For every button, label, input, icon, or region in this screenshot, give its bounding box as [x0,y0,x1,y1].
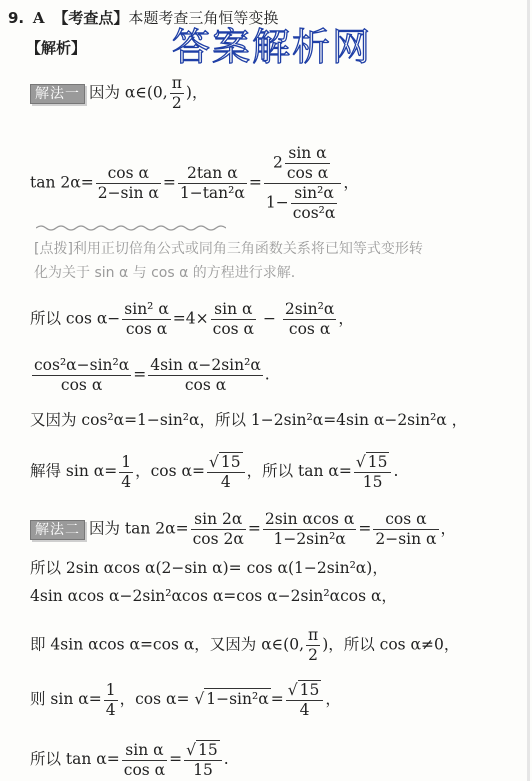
tip-line-2: 化为关于 sin α 与 cos α 的方程进行求解. [34,265,296,281]
fraction: $\frac{\text{cos α}}{\text{2−sin α}}$ [97,164,159,202]
pi-over-2: $\frac{\pi}{2}$ [171,74,182,112]
equation-step-8: 即 4sin αcos α=cos α，又因为 α∈(0, $\frac{\pi}{2}$ )，所以 cos α≠0， [30,626,460,664]
equation-step-6: 所以 2sin αcos α(2−sin α)= cos α(1−2sin²α)， [30,559,388,577]
watermark-logo: 答案解析网 [172,25,373,69]
tip-line-1: [点拨]利用正切倍角公式或同角三角函数关系将已知等式变形转 [34,241,423,257]
kaodian-label: 【考查点】 [53,9,129,27]
equation-step-5: 解得 sin α= $\frac{1}{4}$ ，cos α= $\frac{√ 15}{4}$ ，所以 tan α= $\frac{√ 15}{15}$ . [30,452,399,491]
answer-letter: A [32,9,45,27]
method1-tag: 解法一 [30,84,85,104]
fraction: $\frac{\text{2tan α}}{\text{1−tan²α}}$ [179,164,245,202]
compound-fraction: 2 $\frac{\text{sin α}}{\text{cos α}}$ 1− $\frac{\text{sin²α}}{\text{cos²α}}$ [264,144,342,223]
method1-intro: 解法一 因为 α∈(0, $\frac{\pi}{2}$ )， [30,74,207,113]
equation-step-9: 则 sin α= $\frac{1}{4}$ ，cos α= √ 1−sin²α = $\frac{√ 15}{4}$ ， [30,680,341,719]
method2-intro: 解法二 因为 tan 2α= $\frac{\sin 2\alpha}{\cos 2\alpha}$ = $\frac{\text{2sin αcos α}}{\text{1−2sin²α}}$ = $\frac{\text{cos α}}{\text{2−sin α}}$ ， [30,510,456,549]
equation-step-3: $\frac{\text{cos²α−sin²α}}{\text{cos α}}$ = $\frac{\text{4sin α−2sin²α}}{\text{cos α}}$ . [34,356,270,394]
equation-tan2a: tan 2α= $\frac{\text{cos α}}{\text{2−sin α}}$ = $\frac{\text{2tan α}}{\text{1−tan²α}}$ = 2 $\frac{\text{sin α}}{\text{cos α}}$ 1− $\frac{\text{sin²α}}{\text{cos²α}}$ ， [30,144,359,222]
question-number: 9. [8,9,25,27]
wavy-underline [36,224,226,232]
equation-step-7: 4sin αcos α−2sin²αcos α=cos α−2sin²αcos α， [30,587,397,605]
kaodian-text: 本题考查三角恒等变换 [128,9,279,27]
equation-step-10: 所以 tan α= $\frac{\text{sin α}}{\text{cos α}}$ = $\frac{√ 15}{15}$ . [30,740,229,779]
jiexi-heading: 【解析】 [26,39,87,57]
equation-step-4: 又因为 cos²α=1−sin²α，所以 1−2sin²α=4sin α−2sin²α ， [30,411,468,429]
page-edge [527,0,530,781]
equation-step-2: 所以 cos α− $\frac{\text{sin² α}}{\text{cos α}}$ =4× $\frac{\text{sin α}}{\text{cos α}}$ − $\frac{\text{2sin²α}}{\text{cos α}}$ ， [30,300,354,338]
method2-tag: 解法二 [30,520,85,540]
